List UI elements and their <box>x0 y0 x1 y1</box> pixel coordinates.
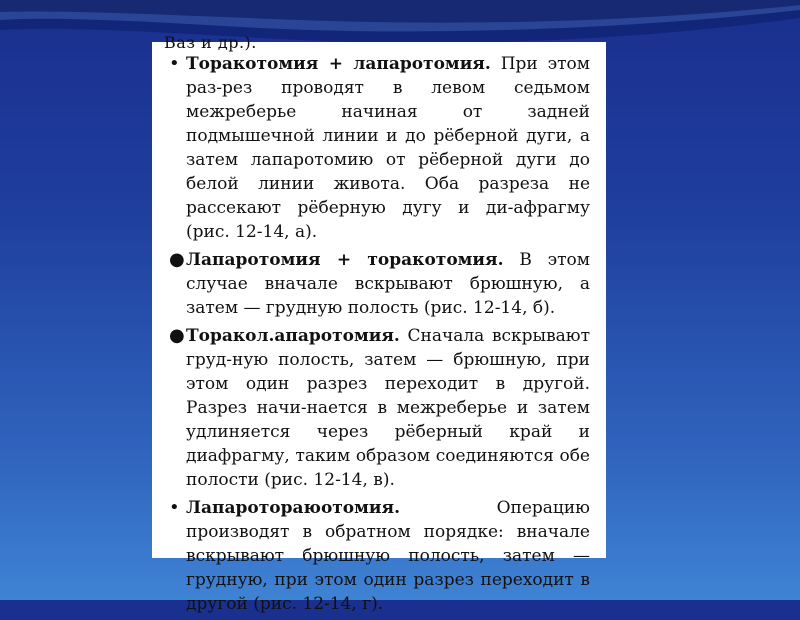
item-body: В этом случае вначале вскрывают брюшную, а затем — грудную полость (рис. 12-14, б). <box>186 250 590 318</box>
list-item <box>152 324 606 492</box>
bullet-icon: • <box>169 53 180 74</box>
item-body: Операцию производят в обратном порядке: вначале вскрывают брюшную полость, затем — грудную, при этом один разрез переходит в другой (рис. 12-14, г). <box>186 498 590 614</box>
list-item <box>152 248 606 320</box>
bullet-icon: • <box>169 497 180 518</box>
bullet-icon: ● <box>169 325 185 346</box>
cut-off-line: Ваз и др.). <box>164 33 257 52</box>
text-page <box>152 33 606 614</box>
item-body: При этом раз-рез проводят в левом седьмом межреберье начиная от задней подмышечной линии и до рёберной дуги, а затем лапаротомию от рёберной дуги до белой линии живота. Оба разреза не рассекают рёберную дугу и ди-афрагму (рис. 12-14, а). <box>186 54 591 242</box>
item-term: Торакотомия + лапаротомия. <box>186 54 491 74</box>
item-body: Сначала вскрывают груд-ную полость, затем — брюшную, при этом один разрез переходит в другой. Разрез начи-нается в межреберье и затем удлиняется через рёберный край и диафрагму, таким образом соединяются обе полости (рис. 12-14, в). <box>186 326 590 490</box>
list-item <box>152 52 606 244</box>
item-paragraph <box>186 324 590 492</box>
bullet-icon: ● <box>169 249 185 270</box>
item-paragraph <box>186 248 590 320</box>
item-paragraph <box>186 52 590 244</box>
bullet-list <box>152 52 606 620</box>
item-term: Торакол.апаротомия. <box>186 326 400 346</box>
item-term: Лапаротораюотомия. <box>186 498 401 518</box>
item-paragraph <box>186 496 590 616</box>
item-term: Лапаротомия + торакотомия. <box>186 250 504 270</box>
list-item <box>152 496 606 616</box>
